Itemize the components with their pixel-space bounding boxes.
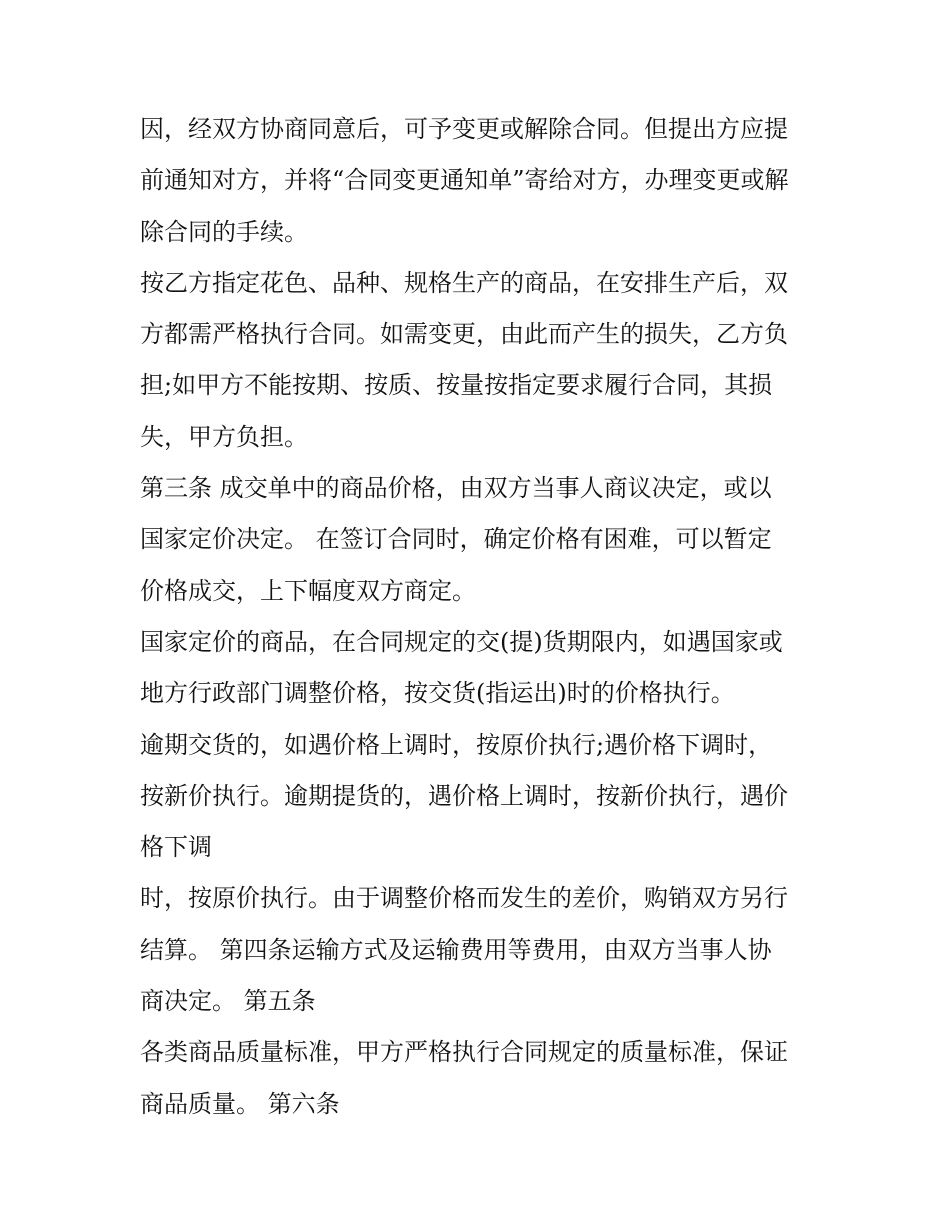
- text-line: 结算。 第四条运输方式及运输费用等费用，由双方当事人协: [140, 935, 772, 964]
- text-line: 价格成交，上下幅度双方商定。: [140, 576, 476, 605]
- document-body: [140, 104, 820, 1130]
- text-line: 商品质量。 第六条: [140, 1089, 340, 1118]
- text-line: 地方行政部门调整价格，按交货(指运出)时的价格执行。: [140, 679, 735, 708]
- text-line: 按新价执行。逾期提货的，遇价格上调时，按新价执行，遇价: [140, 781, 788, 810]
- text-line: 方都需严格执行合同。如需变更，由此而产生的损失，乙方负: [140, 320, 788, 349]
- text-line: 除合同的手续。: [140, 217, 308, 246]
- text-line: 失，甲方负担。: [140, 422, 308, 451]
- text-line: 时，按原价执行。由于调整价格而发生的差价，购销双方另行: [140, 884, 788, 913]
- text-line: 格下调: [140, 833, 212, 862]
- text-line: 国家定价的商品，在合同规定的交(提)货期限内，如遇国家或: [140, 627, 783, 656]
- text-line: 逾期交货的，如遇价格上调时，按原价执行;遇价格下调时，: [140, 730, 773, 759]
- text-line: 因，经双方协商同意后，可予变更或解除合同。但提出方应提: [140, 115, 788, 143]
- text-line: 第三条 成交单中的商品价格，由双方当事人商议决定，或以: [140, 474, 772, 503]
- text-line: 各类商品质量标准，甲方严格执行合同规定的质量标准，保证: [140, 1038, 788, 1067]
- text-line: 担;如甲方不能按期、按质、按量按指定要求履行合同，其损: [140, 371, 773, 400]
- text-line: 前通知对方，并将“合同变更通知单”寄给对方，办理变更或解: [140, 166, 789, 195]
- text-line: 国家定价决定。 在签订合同时，确定价格有困难，可以暂定: [140, 525, 772, 554]
- text-line: 按乙方指定花色、品种、规格生产的商品，在安排生产后，双: [140, 268, 788, 297]
- text-line: 商决定。 第五条: [140, 987, 316, 1016]
